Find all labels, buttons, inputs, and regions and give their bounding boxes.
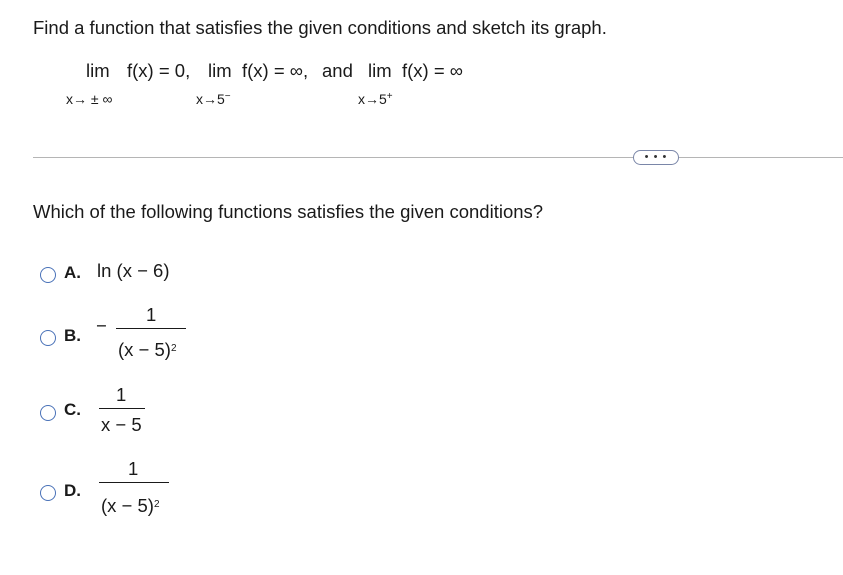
option-d-letter: D. (64, 481, 81, 500)
and-word: and (322, 60, 353, 81)
limit-3-sub: x→5+ (358, 91, 393, 107)
limit-1-sub: x→ ± ∞ (66, 91, 113, 107)
option-b-denominator: $(x - 5)^2$ (118, 339, 177, 360)
problem-prompt: Find a function that satisfies the given conditions and sketch its graph. (33, 17, 607, 38)
option-a-radio[interactable] (40, 267, 56, 283)
option-b-numerator: 1 (146, 304, 157, 325)
option-c-radio[interactable] (40, 405, 56, 421)
option-a-expression: ln (x − 6) (97, 260, 170, 281)
option-b-minus: − (96, 315, 107, 336)
option-d-fraction-bar (99, 482, 169, 483)
limit-2-sub: x→5− (196, 91, 231, 107)
option-c-fraction-bar (99, 408, 145, 409)
question-text: Which of the following functions satisfies the given conditions? (33, 201, 544, 222)
option-d-radio[interactable] (40, 485, 56, 501)
limit-1-expr: f(x) = 0, (127, 60, 191, 81)
option-b-fraction-bar (116, 328, 186, 329)
option-c-numerator: 1 (116, 384, 127, 405)
option-c-letter: C. (64, 400, 81, 419)
limit-2-expr: f(x) = ∞, (242, 60, 309, 81)
limit-2-lim: lim (208, 60, 232, 81)
limit-3-expr: f(x) = ∞ (402, 60, 463, 81)
option-d-numerator: 1 (128, 458, 139, 479)
option-a-letter: A. (64, 263, 81, 282)
option-d-denominator: $(x - 5)^2$ (101, 495, 160, 516)
section-divider (33, 157, 843, 158)
more-button[interactable]: • • • (633, 150, 679, 165)
limit-1-lim: lim (86, 60, 110, 81)
option-b-letter: B. (64, 326, 81, 345)
option-b-radio[interactable] (40, 330, 56, 346)
limit-3-lim: lim (368, 60, 392, 81)
option-c-denominator: x − 5 (101, 414, 142, 435)
